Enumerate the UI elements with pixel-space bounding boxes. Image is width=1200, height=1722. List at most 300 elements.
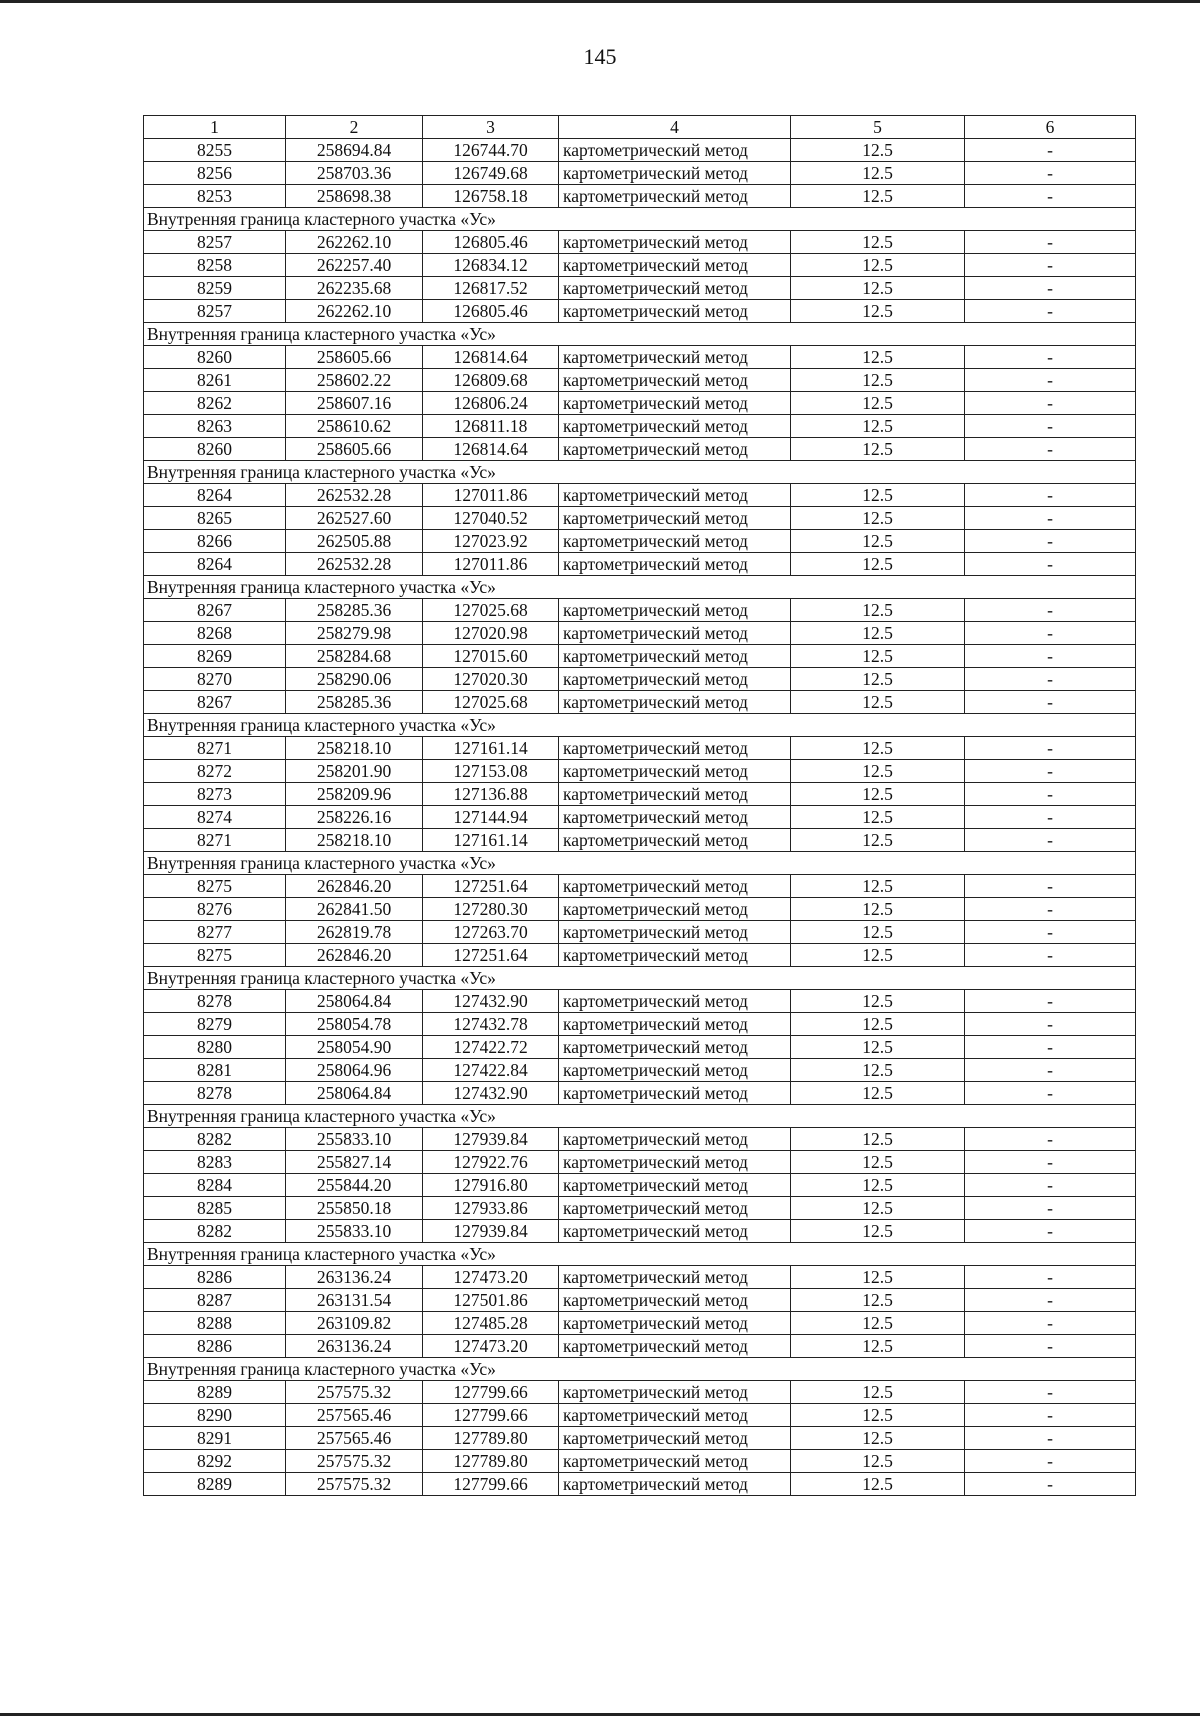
accuracy-cell: 12.5 bbox=[791, 484, 965, 507]
x-coordinate-cell: 258218.10 bbox=[286, 737, 423, 760]
y-coordinate-cell: 126817.52 bbox=[423, 277, 559, 300]
table-row bbox=[144, 1335, 1136, 1358]
accuracy-cell: 12.5 bbox=[791, 438, 965, 461]
table-row bbox=[144, 300, 1136, 323]
x-coordinate-cell: 263109.82 bbox=[286, 1312, 423, 1335]
point-number-cell: 8255 bbox=[144, 139, 286, 162]
x-coordinate-cell: 258054.90 bbox=[286, 1036, 423, 1059]
accuracy-cell: 12.5 bbox=[791, 944, 965, 967]
group-header-row bbox=[144, 461, 1136, 484]
note-cell: - bbox=[965, 875, 1136, 898]
point-number-cell: 8268 bbox=[144, 622, 286, 645]
method-cell: картометрический метод bbox=[559, 668, 791, 691]
y-coordinate-cell: 127799.66 bbox=[423, 1404, 559, 1427]
y-coordinate-cell: 127161.14 bbox=[423, 737, 559, 760]
table-row bbox=[144, 760, 1136, 783]
point-number-cell: 8271 bbox=[144, 737, 286, 760]
y-coordinate-cell: 127251.64 bbox=[423, 875, 559, 898]
x-coordinate-cell: 255850.18 bbox=[286, 1197, 423, 1220]
accuracy-cell: 12.5 bbox=[791, 1174, 965, 1197]
note-cell: - bbox=[965, 1128, 1136, 1151]
method-cell: картометрический метод bbox=[559, 1036, 791, 1059]
y-coordinate-cell: 127473.20 bbox=[423, 1335, 559, 1358]
method-cell: картометрический метод bbox=[559, 1220, 791, 1243]
method-cell: картометрический метод bbox=[559, 254, 791, 277]
point-number-cell: 8286 bbox=[144, 1266, 286, 1289]
note-cell: - bbox=[965, 1450, 1136, 1473]
note-cell: - bbox=[965, 829, 1136, 852]
header-cell: 5 bbox=[791, 116, 965, 139]
method-cell: картометрический метод bbox=[559, 1128, 791, 1151]
note-cell: - bbox=[965, 392, 1136, 415]
accuracy-cell: 12.5 bbox=[791, 507, 965, 530]
note-cell: - bbox=[965, 898, 1136, 921]
method-cell: картометрический метод bbox=[559, 415, 791, 438]
method-cell: картометрический метод bbox=[559, 277, 791, 300]
accuracy-cell: 12.5 bbox=[791, 1013, 965, 1036]
method-cell: картометрический метод bbox=[559, 300, 791, 323]
y-coordinate-cell: 126834.12 bbox=[423, 254, 559, 277]
header-cell: 6 bbox=[965, 116, 1136, 139]
y-coordinate-cell: 127025.68 bbox=[423, 691, 559, 714]
point-number-cell: 8282 bbox=[144, 1128, 286, 1151]
accuracy-cell: 12.5 bbox=[791, 829, 965, 852]
x-coordinate-cell: 258284.68 bbox=[286, 645, 423, 668]
header-cell: 3 bbox=[423, 116, 559, 139]
note-cell: - bbox=[965, 277, 1136, 300]
x-coordinate-cell: 258605.66 bbox=[286, 438, 423, 461]
x-coordinate-cell: 258064.84 bbox=[286, 1082, 423, 1105]
method-cell: картометрический метод bbox=[559, 392, 791, 415]
group-label: Внутренняя граница кластерного участка «Ус» bbox=[144, 852, 1136, 875]
point-number-cell: 8289 bbox=[144, 1473, 286, 1496]
note-cell: - bbox=[965, 599, 1136, 622]
table-row bbox=[144, 829, 1136, 852]
note-cell: - bbox=[965, 139, 1136, 162]
accuracy-cell: 12.5 bbox=[791, 737, 965, 760]
point-number-cell: 8284 bbox=[144, 1174, 286, 1197]
x-coordinate-cell: 262841.50 bbox=[286, 898, 423, 921]
group-header-row bbox=[144, 852, 1136, 875]
y-coordinate-cell: 126758.18 bbox=[423, 185, 559, 208]
table-row bbox=[144, 944, 1136, 967]
y-coordinate-cell: 127939.84 bbox=[423, 1220, 559, 1243]
table-row bbox=[144, 1013, 1136, 1036]
x-coordinate-cell: 258064.96 bbox=[286, 1059, 423, 1082]
method-cell: картометрический метод bbox=[559, 1174, 791, 1197]
method-cell: картометрический метод bbox=[559, 737, 791, 760]
note-cell: - bbox=[965, 1312, 1136, 1335]
table-row bbox=[144, 346, 1136, 369]
accuracy-cell: 12.5 bbox=[791, 1128, 965, 1151]
note-cell: - bbox=[965, 1220, 1136, 1243]
point-number-cell: 8259 bbox=[144, 277, 286, 300]
point-number-cell: 8262 bbox=[144, 392, 286, 415]
x-coordinate-cell: 262505.88 bbox=[286, 530, 423, 553]
point-number-cell: 8281 bbox=[144, 1059, 286, 1082]
point-number-cell: 8285 bbox=[144, 1197, 286, 1220]
accuracy-cell: 12.5 bbox=[791, 1197, 965, 1220]
group-label: Внутренняя граница кластерного участка «Ус» bbox=[144, 208, 1136, 231]
group-label: Внутренняя граница кластерного участка «Ус» bbox=[144, 323, 1136, 346]
x-coordinate-cell: 262532.28 bbox=[286, 553, 423, 576]
x-coordinate-cell: 263131.54 bbox=[286, 1289, 423, 1312]
table-row bbox=[144, 392, 1136, 415]
note-cell: - bbox=[965, 346, 1136, 369]
accuracy-cell: 12.5 bbox=[791, 1473, 965, 1496]
table-row bbox=[144, 162, 1136, 185]
note-cell: - bbox=[965, 783, 1136, 806]
method-cell: картометрический метод bbox=[559, 921, 791, 944]
note-cell: - bbox=[965, 1059, 1136, 1082]
x-coordinate-cell: 262235.68 bbox=[286, 277, 423, 300]
accuracy-cell: 12.5 bbox=[791, 990, 965, 1013]
x-coordinate-cell: 258279.98 bbox=[286, 622, 423, 645]
table-row bbox=[144, 645, 1136, 668]
accuracy-cell: 12.5 bbox=[791, 1312, 965, 1335]
accuracy-cell: 12.5 bbox=[791, 392, 965, 415]
y-coordinate-cell: 127144.94 bbox=[423, 806, 559, 829]
group-label: Внутренняя граница кластерного участка «Ус» bbox=[144, 576, 1136, 599]
method-cell: картометрический метод bbox=[559, 1404, 791, 1427]
method-cell: картометрический метод bbox=[559, 1450, 791, 1473]
note-cell: - bbox=[965, 760, 1136, 783]
accuracy-cell: 12.5 bbox=[791, 760, 965, 783]
y-coordinate-cell: 127933.86 bbox=[423, 1197, 559, 1220]
note-cell: - bbox=[965, 668, 1136, 691]
note-cell: - bbox=[965, 415, 1136, 438]
point-number-cell: 8260 bbox=[144, 346, 286, 369]
y-coordinate-cell: 127422.84 bbox=[423, 1059, 559, 1082]
point-number-cell: 8278 bbox=[144, 990, 286, 1013]
accuracy-cell: 12.5 bbox=[791, 1335, 965, 1358]
y-coordinate-cell: 127020.98 bbox=[423, 622, 559, 645]
accuracy-cell: 12.5 bbox=[791, 622, 965, 645]
table-row bbox=[144, 1266, 1136, 1289]
coordinates-table bbox=[143, 115, 1136, 1496]
x-coordinate-cell: 255844.20 bbox=[286, 1174, 423, 1197]
point-number-cell: 8278 bbox=[144, 1082, 286, 1105]
method-cell: картометрический метод bbox=[559, 1059, 791, 1082]
y-coordinate-cell: 127023.92 bbox=[423, 530, 559, 553]
accuracy-cell: 12.5 bbox=[791, 1036, 965, 1059]
note-cell: - bbox=[965, 1082, 1136, 1105]
accuracy-cell: 12.5 bbox=[791, 231, 965, 254]
method-cell: картометрический метод bbox=[559, 990, 791, 1013]
table-row bbox=[144, 1289, 1136, 1312]
y-coordinate-cell: 126811.18 bbox=[423, 415, 559, 438]
table-row bbox=[144, 1450, 1136, 1473]
note-cell: - bbox=[965, 507, 1136, 530]
x-coordinate-cell: 258209.96 bbox=[286, 783, 423, 806]
y-coordinate-cell: 127040.52 bbox=[423, 507, 559, 530]
method-cell: картометрический метод bbox=[559, 806, 791, 829]
note-cell: - bbox=[965, 1404, 1136, 1427]
point-number-cell: 8279 bbox=[144, 1013, 286, 1036]
table-row bbox=[144, 1381, 1136, 1404]
x-coordinate-cell: 262819.78 bbox=[286, 921, 423, 944]
group-header-row bbox=[144, 967, 1136, 990]
method-cell: картометрический метод bbox=[559, 1289, 791, 1312]
y-coordinate-cell: 126806.24 bbox=[423, 392, 559, 415]
note-cell: - bbox=[965, 1151, 1136, 1174]
note-cell: - bbox=[965, 944, 1136, 967]
group-header-row bbox=[144, 1243, 1136, 1266]
table-row bbox=[144, 921, 1136, 944]
accuracy-cell: 12.5 bbox=[791, 1289, 965, 1312]
method-cell: картометрический метод bbox=[559, 599, 791, 622]
accuracy-cell: 12.5 bbox=[791, 1404, 965, 1427]
method-cell: картометрический метод bbox=[559, 760, 791, 783]
point-number-cell: 8292 bbox=[144, 1450, 286, 1473]
method-cell: картометрический метод bbox=[559, 507, 791, 530]
method-cell: картометрический метод bbox=[559, 185, 791, 208]
accuracy-cell: 12.5 bbox=[791, 300, 965, 323]
method-cell: картометрический метод bbox=[559, 1473, 791, 1496]
point-number-cell: 8272 bbox=[144, 760, 286, 783]
method-cell: картометрический метод bbox=[559, 622, 791, 645]
header-cell: 4 bbox=[559, 116, 791, 139]
point-number-cell: 8277 bbox=[144, 921, 286, 944]
accuracy-cell: 12.5 bbox=[791, 599, 965, 622]
point-number-cell: 8253 bbox=[144, 185, 286, 208]
point-number-cell: 8269 bbox=[144, 645, 286, 668]
method-cell: картометрический метод bbox=[559, 1151, 791, 1174]
y-coordinate-cell: 127015.60 bbox=[423, 645, 559, 668]
y-coordinate-cell: 126814.64 bbox=[423, 346, 559, 369]
accuracy-cell: 12.5 bbox=[791, 875, 965, 898]
method-cell: картометрический метод bbox=[559, 1427, 791, 1450]
table-row bbox=[144, 185, 1136, 208]
accuracy-cell: 12.5 bbox=[791, 1266, 965, 1289]
table-header-row bbox=[144, 116, 1136, 139]
method-cell: картометрический метод bbox=[559, 944, 791, 967]
note-cell: - bbox=[965, 1013, 1136, 1036]
y-coordinate-cell: 127251.64 bbox=[423, 944, 559, 967]
accuracy-cell: 12.5 bbox=[791, 921, 965, 944]
note-cell: - bbox=[965, 254, 1136, 277]
note-cell: - bbox=[965, 369, 1136, 392]
point-number-cell: 8261 bbox=[144, 369, 286, 392]
note-cell: - bbox=[965, 484, 1136, 507]
group-label: Внутренняя граница кластерного участка «Ус» bbox=[144, 461, 1136, 484]
method-cell: картометрический метод bbox=[559, 1381, 791, 1404]
note-cell: - bbox=[965, 1335, 1136, 1358]
table-row bbox=[144, 622, 1136, 645]
accuracy-cell: 12.5 bbox=[791, 553, 965, 576]
accuracy-cell: 12.5 bbox=[791, 668, 965, 691]
accuracy-cell: 12.5 bbox=[791, 162, 965, 185]
x-coordinate-cell: 257575.32 bbox=[286, 1450, 423, 1473]
y-coordinate-cell: 126814.64 bbox=[423, 438, 559, 461]
x-coordinate-cell: 255827.14 bbox=[286, 1151, 423, 1174]
accuracy-cell: 12.5 bbox=[791, 1450, 965, 1473]
table-row bbox=[144, 1082, 1136, 1105]
method-cell: картометрический метод bbox=[559, 484, 791, 507]
coordinates-table-body bbox=[144, 116, 1136, 1496]
point-number-cell: 8257 bbox=[144, 231, 286, 254]
table-row bbox=[144, 507, 1136, 530]
table-row bbox=[144, 1036, 1136, 1059]
x-coordinate-cell: 258602.22 bbox=[286, 369, 423, 392]
point-number-cell: 8260 bbox=[144, 438, 286, 461]
table-row bbox=[144, 484, 1136, 507]
x-coordinate-cell: 258226.16 bbox=[286, 806, 423, 829]
accuracy-cell: 12.5 bbox=[791, 415, 965, 438]
group-label: Внутренняя граница кластерного участка «Ус» bbox=[144, 967, 1136, 990]
group-label: Внутренняя граница кластерного участка «Ус» bbox=[144, 1105, 1136, 1128]
x-coordinate-cell: 262846.20 bbox=[286, 944, 423, 967]
y-coordinate-cell: 127025.68 bbox=[423, 599, 559, 622]
point-number-cell: 8265 bbox=[144, 507, 286, 530]
accuracy-cell: 12.5 bbox=[791, 346, 965, 369]
x-coordinate-cell: 258610.62 bbox=[286, 415, 423, 438]
note-cell: - bbox=[965, 921, 1136, 944]
point-number-cell: 8263 bbox=[144, 415, 286, 438]
group-label: Внутренняя граница кластерного участка «Ус» bbox=[144, 1358, 1136, 1381]
method-cell: картометрический метод bbox=[559, 162, 791, 185]
note-cell: - bbox=[965, 645, 1136, 668]
method-cell: картометрический метод bbox=[559, 1266, 791, 1289]
y-coordinate-cell: 127485.28 bbox=[423, 1312, 559, 1335]
note-cell: - bbox=[965, 1473, 1136, 1496]
point-number-cell: 8264 bbox=[144, 484, 286, 507]
note-cell: - bbox=[965, 1427, 1136, 1450]
x-coordinate-cell: 258698.38 bbox=[286, 185, 423, 208]
note-cell: - bbox=[965, 553, 1136, 576]
method-cell: картометрический метод bbox=[559, 1312, 791, 1335]
x-coordinate-cell: 262846.20 bbox=[286, 875, 423, 898]
note-cell: - bbox=[965, 438, 1136, 461]
x-coordinate-cell: 255833.10 bbox=[286, 1220, 423, 1243]
point-number-cell: 8257 bbox=[144, 300, 286, 323]
x-coordinate-cell: 258703.36 bbox=[286, 162, 423, 185]
x-coordinate-cell: 263136.24 bbox=[286, 1335, 423, 1358]
table-row bbox=[144, 1473, 1136, 1496]
accuracy-cell: 12.5 bbox=[791, 783, 965, 806]
note-cell: - bbox=[965, 990, 1136, 1013]
point-number-cell: 8275 bbox=[144, 875, 286, 898]
note-cell: - bbox=[965, 737, 1136, 760]
header-cell: 2 bbox=[286, 116, 423, 139]
table-row bbox=[144, 1174, 1136, 1197]
table-row bbox=[144, 254, 1136, 277]
table-row bbox=[144, 1404, 1136, 1427]
method-cell: картометрический метод bbox=[559, 829, 791, 852]
point-number-cell: 8274 bbox=[144, 806, 286, 829]
y-coordinate-cell: 127020.30 bbox=[423, 668, 559, 691]
y-coordinate-cell: 127922.76 bbox=[423, 1151, 559, 1174]
accuracy-cell: 12.5 bbox=[791, 898, 965, 921]
table-row bbox=[144, 691, 1136, 714]
x-coordinate-cell: 257565.46 bbox=[286, 1427, 423, 1450]
x-coordinate-cell: 258694.84 bbox=[286, 139, 423, 162]
method-cell: картометрический метод bbox=[559, 346, 791, 369]
note-cell: - bbox=[965, 530, 1136, 553]
table-row bbox=[144, 438, 1136, 461]
method-cell: картометрический метод bbox=[559, 875, 791, 898]
group-header-row bbox=[144, 714, 1136, 737]
note-cell: - bbox=[965, 691, 1136, 714]
x-coordinate-cell: 262257.40 bbox=[286, 254, 423, 277]
method-cell: картометрический метод bbox=[559, 553, 791, 576]
y-coordinate-cell: 126805.46 bbox=[423, 231, 559, 254]
accuracy-cell: 12.5 bbox=[791, 1082, 965, 1105]
x-coordinate-cell: 262262.10 bbox=[286, 231, 423, 254]
group-label: Внутренняя граница кластерного участка «Ус» bbox=[144, 714, 1136, 737]
group-header-row bbox=[144, 1358, 1136, 1381]
table-row bbox=[144, 139, 1136, 162]
x-coordinate-cell: 263136.24 bbox=[286, 1266, 423, 1289]
accuracy-cell: 12.5 bbox=[791, 254, 965, 277]
y-coordinate-cell: 127263.70 bbox=[423, 921, 559, 944]
table-row bbox=[144, 553, 1136, 576]
y-coordinate-cell: 127789.80 bbox=[423, 1427, 559, 1450]
x-coordinate-cell: 258201.90 bbox=[286, 760, 423, 783]
point-number-cell: 8276 bbox=[144, 898, 286, 921]
table-row bbox=[144, 599, 1136, 622]
x-coordinate-cell: 258605.66 bbox=[286, 346, 423, 369]
table-row bbox=[144, 1128, 1136, 1151]
note-cell: - bbox=[965, 1036, 1136, 1059]
method-cell: картометрический метод bbox=[559, 438, 791, 461]
y-coordinate-cell: 126749.68 bbox=[423, 162, 559, 185]
note-cell: - bbox=[965, 185, 1136, 208]
point-number-cell: 8258 bbox=[144, 254, 286, 277]
accuracy-cell: 12.5 bbox=[791, 530, 965, 553]
point-number-cell: 8286 bbox=[144, 1335, 286, 1358]
y-coordinate-cell: 127432.90 bbox=[423, 990, 559, 1013]
y-coordinate-cell: 127501.86 bbox=[423, 1289, 559, 1312]
note-cell: - bbox=[965, 231, 1136, 254]
point-number-cell: 8287 bbox=[144, 1289, 286, 1312]
group-header-row bbox=[144, 323, 1136, 346]
point-number-cell: 8290 bbox=[144, 1404, 286, 1427]
table-row bbox=[144, 668, 1136, 691]
group-header-row bbox=[144, 1105, 1136, 1128]
top-border-line bbox=[0, 0, 1200, 3]
accuracy-cell: 12.5 bbox=[791, 185, 965, 208]
note-cell: - bbox=[965, 162, 1136, 185]
accuracy-cell: 12.5 bbox=[791, 277, 965, 300]
y-coordinate-cell: 127789.80 bbox=[423, 1450, 559, 1473]
x-coordinate-cell: 262527.60 bbox=[286, 507, 423, 530]
accuracy-cell: 12.5 bbox=[791, 1220, 965, 1243]
note-cell: - bbox=[965, 1381, 1136, 1404]
x-coordinate-cell: 258290.06 bbox=[286, 668, 423, 691]
group-header-row bbox=[144, 576, 1136, 599]
y-coordinate-cell: 127011.86 bbox=[423, 484, 559, 507]
method-cell: картометрический метод bbox=[559, 898, 791, 921]
y-coordinate-cell: 127916.80 bbox=[423, 1174, 559, 1197]
note-cell: - bbox=[965, 622, 1136, 645]
note-cell: - bbox=[965, 1289, 1136, 1312]
note-cell: - bbox=[965, 1174, 1136, 1197]
point-number-cell: 8288 bbox=[144, 1312, 286, 1335]
point-number-cell: 8264 bbox=[144, 553, 286, 576]
y-coordinate-cell: 127153.08 bbox=[423, 760, 559, 783]
page-number: 145 bbox=[583, 44, 617, 69]
table-row bbox=[144, 1151, 1136, 1174]
note-cell: - bbox=[965, 806, 1136, 829]
table-row bbox=[144, 277, 1136, 300]
table-row bbox=[144, 898, 1136, 921]
x-coordinate-cell: 258064.84 bbox=[286, 990, 423, 1013]
point-number-cell: 8270 bbox=[144, 668, 286, 691]
accuracy-cell: 12.5 bbox=[791, 139, 965, 162]
y-coordinate-cell: 127280.30 bbox=[423, 898, 559, 921]
x-coordinate-cell: 255833.10 bbox=[286, 1128, 423, 1151]
